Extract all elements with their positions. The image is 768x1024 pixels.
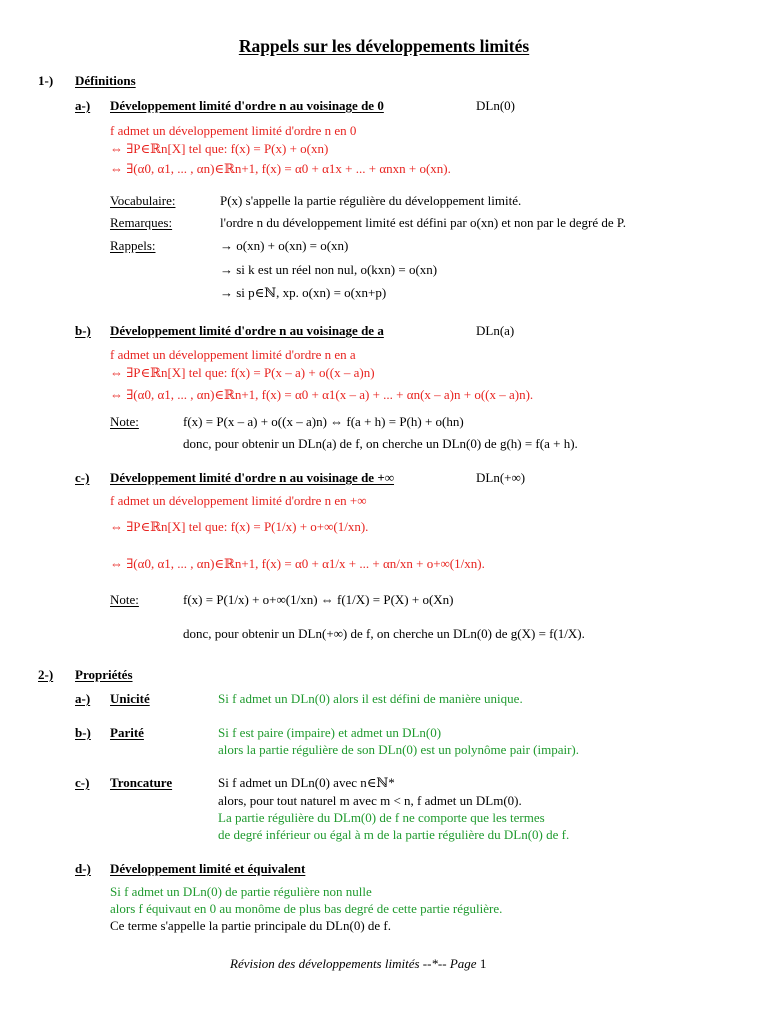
unicite-text: Si f admet un DLn(0) alors il est défini de manière unique. (218, 691, 523, 706)
subsection-1b-label: b-) (75, 323, 91, 338)
subsection-2b-title: Parité (110, 725, 144, 740)
troncature-line-4: de degré inférieur ou égal à m de la partie régulière du DLn(0) de f. (218, 827, 570, 842)
vocabulaire-text: P(x) s'appelle la partie régulière du développement limité. (220, 193, 522, 208)
note-inf-label: Note: (110, 592, 139, 607)
subsection-2b-label: b-) (75, 725, 91, 740)
page-title: Rappels sur les développements limités (238, 36, 530, 56)
rappel-2: → si k est un réel non nul, o(kxn) = o(xn) (220, 262, 438, 277)
note-a-label: Note: (110, 414, 139, 429)
vocabulaire-label: Vocabulaire: (110, 193, 176, 208)
equivalent-line-2: alors f équivaut en 0 au monôme de plus bas degré de cette partie régulière. (110, 901, 503, 916)
subsection-1b-tag: DLn(a) (476, 323, 515, 338)
def-a-line-2: ⇔ ∃P∈ℝn[X] tel que: f(x) = P(x – a) + o((x – a)n) (110, 365, 375, 380)
def-inf-line-3: ⇔ ∃(α0, α1, ... , αn)∈ℝn+1, f(x) = α0 + α1/x + ... + αn/xn + o+∞(1/xn). (110, 556, 485, 571)
troncature-line-1: Si f admet un DLn(0) avec n∈ℕ* (218, 775, 395, 790)
def-0-line-2: ⇔ ∃P∈ℝn[X] tel que: f(x) = P(x) + o(xn) (110, 141, 329, 156)
footer-page-number: 1 (479, 956, 487, 971)
subsection-2c-title: Troncature (110, 775, 173, 790)
subsection-2d-label: d-) (75, 861, 91, 876)
subsection-2c-label: c-) (75, 775, 90, 790)
subsection-1b-title: Développement limité d'ordre n au voisinage de a (110, 323, 384, 338)
note-inf-line-2: donc, pour obtenir un DLn(+∞) de f, on cherche un DLn(0) de g(X) = f(1/X). (183, 626, 585, 641)
def-inf-line-1: f admet un développement limité d'ordre n en +∞ (110, 493, 367, 508)
def-a-line-1: f admet un développement limité d'ordre n en a (110, 347, 356, 362)
remarques-label: Remarques: (110, 215, 173, 230)
footer-text: Révision des développements limités --*-- Page (230, 956, 477, 971)
subsection-2d-title: Développement limité et équivalent (110, 861, 306, 876)
rappel-3: → si p∈ℕ, xp. o(xn) = o(xn+p) (220, 285, 387, 300)
remarques-text: l'ordre n du développement limité est défini par o(xn) et non par le degré de P. (220, 215, 626, 230)
rappel-1: → o(xn) + o(xn) = o(xn) (220, 238, 349, 253)
section-1-title: Définitions (75, 73, 136, 88)
subsection-1a-label: a-) (75, 98, 91, 113)
parite-line-2: alors la partie régulière de son DLn(0) est un polynôme pair (impair). (218, 742, 579, 757)
subsection-1a-tag: DLn(0) (476, 98, 515, 113)
subsection-2a-title: Unicité (110, 691, 150, 706)
def-0-line-1: f admet un développement limité d'ordre n en 0 (110, 123, 357, 138)
subsection-1a-title: Développement limité d'ordre n au voisinage de 0 (110, 98, 384, 113)
parite-line-1: Si f est paire (impaire) et admet un DLn(0) (218, 725, 442, 740)
note-a-line-2: donc, pour obtenir un DLn(a) de f, on cherche un DLn(0) de g(h) = f(a + h). (183, 436, 578, 451)
subsection-2a-label: a-) (75, 691, 91, 706)
troncature-line-3: La partie régulière du DLm(0) de f ne comporte que les termes (218, 810, 545, 825)
def-a-line-3: ⇔ ∃(α0, α1, ... , αn)∈ℝn+1, f(x) = α0 + α1(x – a) + ... + αn(x – a)n + o((x – a)n). (110, 387, 534, 402)
section-2-number: 2-) (38, 667, 54, 682)
note-inf-line-1: f(x) = P(1/x) + o+∞(1/xn) ⇔ f(1/X) = P(X) + o(Xn) (183, 592, 454, 607)
troncature-line-2: alors, pour tout naturel m avec m < n, f admet un DLm(0). (218, 793, 522, 808)
subsection-1c-tag: DLn(+∞) (476, 470, 526, 485)
subsection-1c-title: Développement limité d'ordre n au voisinage de +∞ (110, 470, 395, 485)
def-0-line-3: ⇔ ∃(α0, α1, ... , αn)∈ℝn+1, f(x) = α0 + α1x + ... + αnxn + o(xn). (110, 161, 451, 176)
note-a-line-1: f(x) = P(x – a) + o((x – a)n) ⇔ f(a + h) = P(h) + o(hn) (183, 414, 464, 429)
equivalent-line-3: Ce terme s'appelle la partie principale du DLn(0) de f. (110, 918, 392, 933)
section-2-title: Propriétés (75, 667, 133, 682)
rappels-label: Rappels: (110, 238, 156, 253)
equivalent-line-1: Si f admet un DLn(0) de partie régulière non nulle (110, 884, 372, 899)
section-1-number: 1-) (38, 73, 54, 88)
def-inf-line-2: ⇔ ∃P∈ℝn[X] tel que: f(x) = P(1/x) + o+∞(1/xn). (110, 519, 369, 534)
footer (230, 957, 486, 972)
subsection-1c-label: c-) (75, 470, 90, 485)
